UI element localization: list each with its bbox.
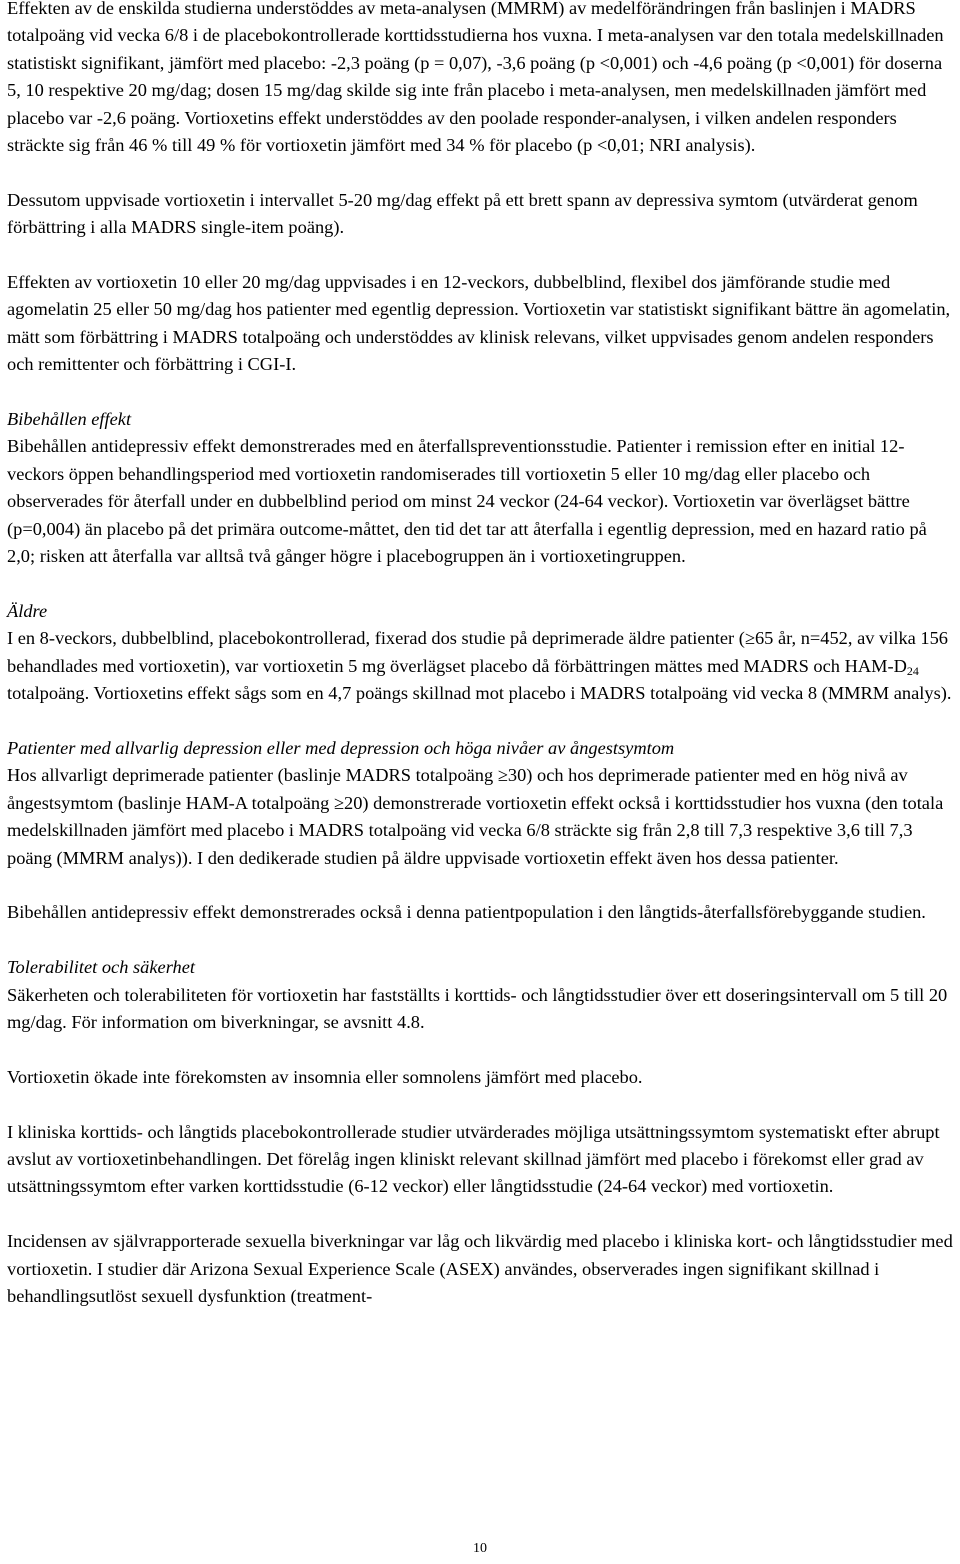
paragraph-safety-dose-range: Säkerheten och tolerabiliteten för vortioxetin har fastställts i korttids- och långtidsstudier över ett doseringsintervall om 5 till 20 mg/dag. För information om biverkningar, se avsnitt 4.8. — [7, 984, 948, 1032]
paragraph-sexual-side-effects: Incidensen av självrapporterade sexuella biverkningar var låg och likvärdig med placebo i kliniska kort- och långtidsstudier med vortioxetin. I studier där Arizona Sexual Experience Scale (ASEX) användes, observerades ingen signifikant skillnad i behandlingsutlöst sexuell dysfunktion (treatment- — [7, 1231, 953, 1306]
document-page — [7, 0, 957, 1310]
heading-maintained-effect: Bibehållen effekt — [7, 409, 132, 430]
heading-elderly: Äldre — [7, 600, 48, 621]
paragraph-gap — [7, 1091, 957, 1118]
paragraph-gap — [7, 379, 957, 406]
page-number: 10 — [473, 1541, 487, 1556]
paragraph-gap — [7, 872, 957, 899]
paragraph-mmrm-meta-analysis: Effekten av de enskilda studierna understöddes av meta-analysen (MMRM) av medelförändringen från baslinjen i MADRS totalpoäng vid vecka 6/8 i de placebokontrollerade korttidsstudierna hos vuxna. I meta-analysen var den totala medelskillnaden statistiskt signifikant, jämfört med placebo: -2,3 poäng (p = 0,07), -3,6 poäng (p <0,001) och -4,6 poäng (p <0,001) för doserna 5, 10 respektive 20 mg/dag; dosen 15 mg/dag skilde sig inte från placebo i meta-analysen, men medelskillnaden jämfört med placebo var -2,6 poäng. Vortioxetins effekt understöddes av den poolade responder-analysen, i vilken andelen responders sträckte sig från 46 % till 49 % för vortioxetin jämfört med 34 % för placebo (p <0,01; NRI analysis). — [7, 0, 944, 156]
heading-tolerability-safety: Tolerabilitet och säkerhet — [7, 957, 195, 978]
elderly-text-part-1: I en 8-veckors, dubbelblind, placebokontrollerad, fixerad dos studie på deprimerade äldre patienter (≥65 år, n=452, av vilka 156 behandlades med vortioxetin), var vortioxetin 5 mg överlägset placebo då förbättringen mättes med MADRS och HAM-D — [7, 628, 948, 676]
paragraph-gap — [7, 1036, 957, 1063]
ham-d-subscript: 24 — [906, 663, 919, 678]
paragraph-gap — [7, 159, 957, 186]
paragraph-madrs-single-item: Dessutom uppvisade vortioxetin i intervallet 5-20 mg/dag effekt på ett brett spann av depressiva symtom (utvärderat genom förbättring i alla MADRS single-item poäng). — [7, 189, 918, 238]
paragraph-gap — [7, 1201, 957, 1228]
paragraph-maintained-in-population: Bibehållen antidepressiv effekt demonstrerades också i denna patientpopulation i den långtids-återfallsförebyggande studien. — [7, 902, 926, 923]
paragraph-insomnia: Vortioxetin ökade inte förekomsten av insomnia eller somnolens jämfört med placebo. — [7, 1066, 643, 1087]
paragraph-discontinuation: I kliniska korttids- och långtids placebokontrollerade studier utvärderades möjliga utsättningssymtom systematiskt efter abrupt avslut av vortioxetinbehandlingen. Det förelåg ingen kliniskt relevant skillnad jämfört med placebo i förekomst eller grad av utsättningssymtom efter varken korttidsstudie (6-12 veckor) eller långtidsstudie (24-64 veckor) med vortioxetin. — [7, 1121, 940, 1197]
paragraph-gap — [7, 708, 957, 735]
paragraph-severe-depression: Hos allvarligt deprimerade patienter (baslinje MADRS totalpoäng ≥30) och hos deprimerade patienter med en hög nivå av ångestsymtom (baslinje HAM-A totalpoäng ≥20) demonstrerade vortioxetin effekt också i korttidsstudier hos vuxna (den totala medelskillnaden jämfört med placebo i MADRS totalpoäng vid vecka 6/8 sträckte sig från 2,8 till 7,3 respektive 3,6 till 7,3 poäng (MMRM analys)). I den dedikerade studien på äldre uppvisade vortioxetin effekt även hos dessa patienter. — [7, 765, 944, 868]
elderly-text-part-2: totalpoäng. Vortioxetins effekt sågs som en 4,7 poängs skillnad mot placebo i MADRS totalpoäng vid vecka 8 (MMRM analys). — [7, 683, 952, 704]
paragraph-elderly-study — [7, 625, 957, 707]
heading-severe-depression: Patienter med allvarlig depression eller med depression och höga nivåer av ångestsymtom — [7, 737, 675, 758]
paragraph-gap — [7, 242, 957, 269]
paragraph-agomelatin-comparison: Effekten av vortioxetin 10 eller 20 mg/dag uppvisades i en 12-veckors, dubbelblind, flexibel dos jämförande studie med agomelatin 25 eller 50 mg/dag hos patienter med egentlig depression. Vortioxetin var statistiskt signifikant bättre än agomelatin, mätt som förbättring i MADRS totalpoäng och understöddes av klinisk relevans, vilket uppvisades genom andelen responders och remittenter och förbättring i CGI-I. — [7, 272, 951, 375]
paragraph-gap — [7, 570, 957, 597]
paragraph-gap — [7, 927, 957, 954]
paragraph-relapse-prevention: Bibehållen antidepressiv effekt demonstrerades med en återfallspreventionsstudie. Patienter i remission efter en initial 12-veckors öppen behandlingsperiod med vortioxetin randomiserades till vortioxetin 5 eller 10 mg/dag eller placebo och observerades för återfall under en dubbelblind period om minst 24 veckor (24-64 veckor). Vortioxetin var överlägset bättre (p=0,004) än placebo på det primära outcome-måttet, den tid det tar att återfalla i egentlig depression, med en hazard ratio på 2,0; risken att återfalla var alltså två gånger högre i placebogruppen än i vortioxetingruppen. — [7, 436, 927, 567]
